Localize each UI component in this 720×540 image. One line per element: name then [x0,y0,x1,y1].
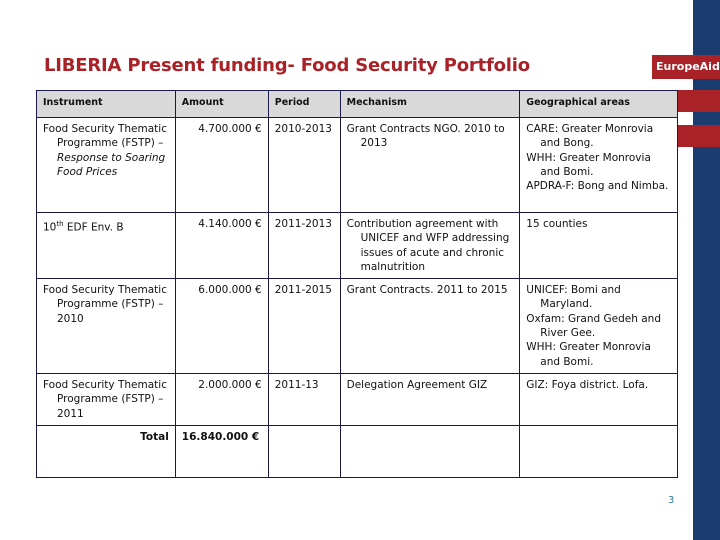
funding-table [36,90,678,478]
empty-cell [268,425,340,477]
instrument-sup: th [56,220,64,228]
amount-cell: 4.140.000 € [175,213,268,279]
table-row [37,118,678,213]
area-item: UNICEF: Bomi and Maryland. [526,284,621,311]
instrument-text: 10 [43,221,57,234]
total-label: Total [37,425,176,477]
area-item: Oxfam: Grand Gedeh and River Gee. [526,312,661,340]
area-item: WHH: Greater Monrovia and Bomi. [526,151,651,178]
amount-cell: 6.000.000 € [175,279,268,374]
area-item: APDRA-F: Bong and Nimba. [526,180,669,193]
mechanism-cell: Contribution agreement with UNICEF and WFP addressing issues of acute and chronic malnutrition [340,213,520,279]
side-bar [693,0,720,540]
period-cell: 2010-2013 [268,118,340,213]
empty-cell [520,425,678,477]
header-mechanism: Mechanism [340,91,520,118]
amount-cell: 4.700.000 € [175,118,268,213]
area-item: WHH: Greater Monrovia and Bomi. [526,341,651,368]
table-row [37,213,678,279]
total-amount: 16.840.000 € [175,425,268,477]
areas-cell [520,279,678,374]
header-period: Period [268,91,340,118]
amount-cell: 2.000.000 € [175,373,268,425]
instrument-text: EDF Env. B [63,221,124,234]
decor-bar [678,90,720,112]
mechanism-cell: Grant Contracts. 2011 to 2015 [340,279,520,374]
total-row [37,425,678,477]
areas-cell [520,118,678,213]
decor-bar [678,125,720,147]
area-item: GIZ: Foya district. Lofa. [526,378,649,391]
table-row [37,373,678,425]
areas-cell [520,213,678,279]
period-cell: 2011-2013 [268,213,340,279]
table-row [37,279,678,374]
period-cell: 2011-13 [268,373,340,425]
instrument-cell [37,213,176,279]
slide-title: LIBERIA Present funding- Food Security Portfolio [44,55,530,76]
instrument-cell [37,118,176,213]
instrument-cell: Food Security Thematic Programme (FSTP) – 2010 [37,279,176,374]
area-item: CARE: Greater Monrovia and Bong. [526,123,654,150]
instrument-cell: Food Security Thematic Programme (FSTP) – 2011 [37,373,176,425]
europeaid-logo: EuropeAid [652,55,720,79]
mechanism-cell: Delegation Agreement GIZ [340,373,520,425]
period-cell: 2011-2015 [268,279,340,374]
empty-cell [340,425,520,477]
instrument-text: Food Security Thematic Programme (FSTP) – [43,123,167,150]
header-areas: Geographical areas [520,91,678,118]
areas-cell [520,373,678,425]
instrument-subtitle: Response to Soaring Food Prices [57,151,166,178]
mechanism-cell: Grant Contracts NGO. 2010 to 2013 [340,118,520,213]
page-number: 3 [668,495,675,506]
area-item: 15 counties [526,218,588,230]
header-row [37,91,678,118]
header-amount: Amount [175,91,268,118]
header-instrument: Instrument [37,91,176,118]
